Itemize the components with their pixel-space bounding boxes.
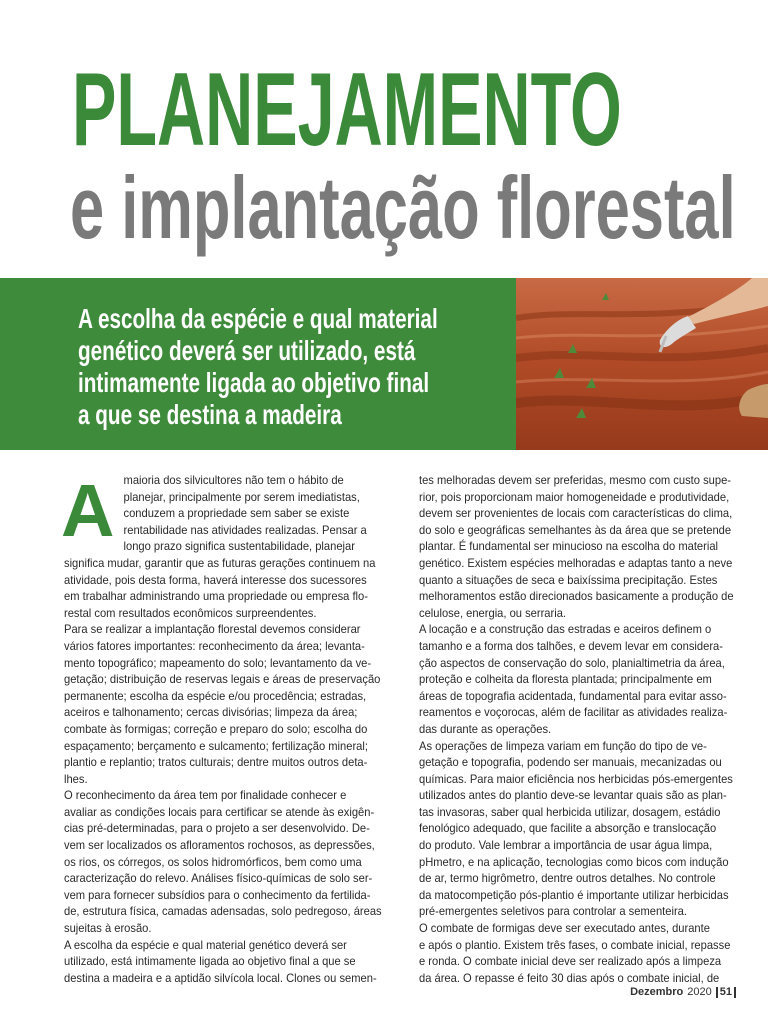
article-line: da matocompetição pós-plantio é importante utilizar herbicidas xyxy=(419,887,729,902)
article-line: getação; distribuição de reservas legais e áreas de preservação xyxy=(64,672,381,687)
article-line: maioria dos silvicultores não tem o hábito de xyxy=(123,473,344,487)
article-line: quanto a situações de seca e baixíssima precipitação. Estes xyxy=(419,572,718,587)
photo-illustration xyxy=(516,278,768,450)
article-line: conduzem a propriedade sem saber se existe xyxy=(123,506,350,521)
article-line: As operações de limpeza variam em função do tipo de ve- xyxy=(419,738,707,753)
article-line: avaliar as condições locais para certificar se atende às exigên- xyxy=(64,804,375,819)
drop-cap-letter: A xyxy=(61,469,115,552)
headline-subtitle: e implantação florestal xyxy=(70,158,736,257)
banner-lead-text xyxy=(78,303,492,431)
article-line: celulose, energia, ou serraria. xyxy=(419,605,567,620)
article-line: do solo e geográficas semelhantes às da área que se pretende xyxy=(419,522,732,537)
article-line: do produto. Vale lembrar a importância de usar água limpa, xyxy=(419,838,713,853)
banner-line: A escolha da espécie e qual material xyxy=(78,303,438,334)
article-line: mento topográfico; mapeamento do solo; levantamento da ve- xyxy=(64,655,372,670)
article-line: rior, pois proporcionam maior homogeneidade e produtividade, xyxy=(419,489,730,504)
article-line: cias pré-determinadas, para o projeto a ser desenvolvido. De- xyxy=(64,821,370,836)
article-line: permanente; escolha da espécie e/ou procedência; estradas, xyxy=(64,688,367,703)
article-line: e após o plantio. Existem três fases, o combate inicial, repasse xyxy=(419,937,731,952)
article-line: A escolha da espécie e qual material genético deverá ser xyxy=(64,937,347,952)
article-line: vem para fornecer subsídios para o conhecimento da fertilida- xyxy=(64,887,371,902)
footer-year: 2020 xyxy=(687,986,712,998)
article-line: utilizado, está intimamente ligada ao objetivo final a que se xyxy=(64,954,356,969)
headline-title: PLANEJAMENTO xyxy=(72,52,622,168)
article-line: lhes. xyxy=(64,771,88,786)
article-line: combate às formigas; correção e preparo do solo; escolha do xyxy=(64,721,368,736)
article-line: sujeitas à erosão. xyxy=(64,921,152,936)
article-line: plantio e replantio; tratos culturais; dentre muitos outros deta- xyxy=(64,755,368,770)
article-line: plantar. É fundamental ser minucioso na escolha do material xyxy=(419,539,719,554)
article-line: reamentos e voçorocas, além de facilitar as atividades realiza- xyxy=(419,705,728,720)
article-line: de ar, termo higrômetro, dentre outros detalhes. No controle xyxy=(419,871,716,886)
article-line: em trabalhar administrando uma propriedade ou empresa flo- xyxy=(64,589,368,604)
article-line: genético. Existem espécies melhoradas e adaptas tanto a neve xyxy=(419,555,733,570)
article-line: das durante as operações. xyxy=(419,721,552,736)
article-line: significa mudar, garantir que as futuras gerações continuem na xyxy=(64,555,376,570)
article-line: atividade, pois desta forma, haverá interesse dos sucessores xyxy=(64,572,367,587)
footer-month: Dezembro xyxy=(630,986,684,998)
article-column-left xyxy=(64,472,382,986)
article-line: vários fatores importantes: reconhecimento da área; levanta- xyxy=(64,638,365,653)
article-line: fenológico adequado, que facilite a absorção e translocação xyxy=(419,821,717,836)
article-line: tes melhoradas devem ser preferidas, mesmo com custo supe- xyxy=(419,473,732,487)
article-line: O combate de formigas deve ser executado antes, durante xyxy=(419,921,710,936)
article-line: tamanho e a forma dos talhões, e devem levar em considera- xyxy=(419,638,723,653)
article-line: A locação e a construção das estradas e aceiros definem o xyxy=(419,622,712,637)
page-footer xyxy=(630,986,736,998)
banner-line: genético deverá ser utilizado, está xyxy=(78,335,416,366)
article-line: pHmetro, e na aplicação, tecnologias como bicos com indução xyxy=(419,854,729,869)
article-line: vem ser localizados os afloramentos rochosos, as depressões, xyxy=(64,838,375,853)
article-line: e ronda. O combate inicial deve ser realizado após a limpeza xyxy=(419,954,722,969)
article-line: getação e topografia, podendo ser manuais, mecanizadas ou xyxy=(419,755,722,770)
article-line: de, estrutura física, camadas adensadas, solo pedregoso, áreas xyxy=(64,904,382,919)
article-line: planejar, principalmente por serem imediatistas, xyxy=(123,489,360,504)
article-line: Para se realizar a implantação florestal devemos considerar xyxy=(64,622,361,637)
article-line: utilizados antes do plantio deve-se levantar quais são as plan- xyxy=(419,788,727,803)
article-line: pré-emergentes seletivos para controlar a sementeira. xyxy=(419,904,687,919)
article-line: melhoramentos estão direcionados basicamente a produção de xyxy=(419,589,734,604)
article-line: devem ser provenientes de locais com características do clima, xyxy=(419,506,733,521)
article-line: caracterização do relevo. Análises físico-químicas de solo ser- xyxy=(64,871,373,886)
article-line: rentabilidade nas atividades realizadas. Pensar a xyxy=(123,522,367,537)
article-line: da área. O repasse é feito 30 dias após o combate inicial, de xyxy=(419,970,720,985)
article-line: áreas de topografia acidentada, fundamental para evitar asso- xyxy=(419,688,727,703)
article-line: tas invasoras, saber qual herbicida utilizar, dosagem, estádio xyxy=(419,804,721,819)
article-line: aceiros e talhonamento; cercas divisórias; limpeza da área; xyxy=(64,705,358,720)
article-line: os rios, os córregos, os solos hidromórficos, bem como uma xyxy=(64,854,362,869)
seedling-planting-photo xyxy=(516,278,768,450)
article-line: proteção e colheita da floresta plantada; principalmente em xyxy=(419,672,712,687)
article-line: longo prazo significa sustentabilidade, planejar xyxy=(123,539,355,554)
banner-line: a que se destina a madeira xyxy=(78,399,342,430)
article-line: ção aspectos de conservação do solo, planialtimetria da área, xyxy=(419,655,725,670)
article-column-right xyxy=(419,472,734,986)
article-line: O reconhecimento da área tem por finalidade conhecer e xyxy=(64,788,347,803)
article-line: químicas. Para maior eficiência nos herbicidas pós-emergentes xyxy=(419,771,733,786)
article-line: restal com resultados econômicos surpreendentes. xyxy=(64,605,317,620)
article-line: destina a madeira e a aptidão silvícola local. Clones ou semen- xyxy=(64,970,377,985)
page-number: 51 xyxy=(716,987,736,998)
banner-line: intimamente ligada ao objetivo final xyxy=(78,367,430,398)
article-line: espaçamento; berçamento e sulcamento; fertilização mineral; xyxy=(64,738,368,753)
